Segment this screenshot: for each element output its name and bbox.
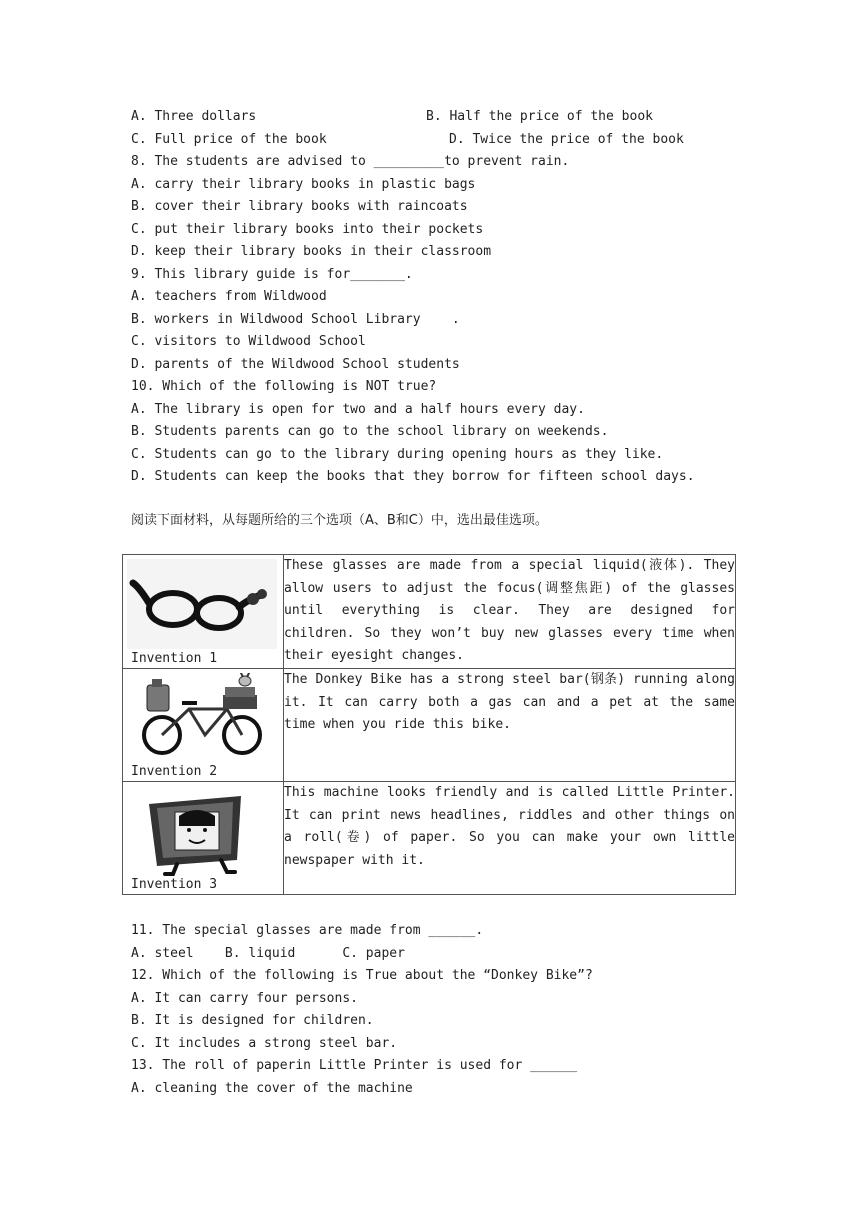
donkey-bike-icon [127, 673, 277, 765]
q7-option-d: D. Twice the price of the book [449, 132, 684, 147]
question-line: 9. This library guide is for_______. [131, 267, 413, 282]
question-line: C. put their library books into their pockets [131, 222, 484, 237]
invention-label: Invention 1 [131, 651, 218, 666]
q7-option-c: C. Full price of the book [131, 132, 327, 147]
question-line: B. cover their library books with raincoats [131, 199, 468, 214]
invention-description: These glasses are made from a special liquid(液体). They allow users to adjust the focus(调整焦距) of the glasses until everything is clear. They are designed for children. So they won’t buy new glasses every time when their eyesight changes. [284, 555, 736, 669]
q7-option-b: B. Half the price of the book [426, 109, 653, 124]
invention-label: Invention 3 [131, 877, 218, 892]
section-instruction: 阅读下面材料，从每题所给的三个选项（A、B和C）中，选出最佳选项。 [131, 513, 548, 528]
question-line: B. It is designed for children. [131, 1013, 374, 1028]
question-line: 8. The students are advised to _________to prevent rain. [131, 154, 570, 169]
question-line: D. Students can keep the books that they borrow for fifteen school days. [131, 469, 695, 484]
question-line: 11. The special glasses are made from ______. [131, 923, 484, 938]
question-line: A. It can carry four persons. [131, 991, 358, 1006]
question-line: 13. The roll of paperin Little Printer is used for ______ [131, 1058, 578, 1073]
question-line: C. Students can go to the library during opening hours as they like. [131, 447, 664, 462]
question-line: C. It includes a strong steel bar. [131, 1036, 398, 1051]
invention-row [123, 669, 736, 782]
question-line: B. workers in Wildwood School Library . [131, 312, 460, 327]
question-line: A. steel B. liquid C. paper [131, 946, 405, 961]
question-line: D. parents of the Wildwood School students [131, 357, 460, 372]
question-line: B. Students parents can go to the school library on weekends. [131, 424, 609, 439]
question-line: A. The library is open for two and a half hours every day. [131, 402, 585, 417]
invention-image-cell [123, 555, 284, 669]
question-line: D. keep their library books in their classroom [131, 244, 492, 259]
inventions-table [122, 554, 736, 895]
q7-option-a: A. Three dollars [131, 109, 257, 124]
invention-label: Invention 2 [131, 764, 218, 779]
little-printer-icon [127, 786, 277, 878]
invention-image-cell [123, 669, 284, 782]
question-line: A. cleaning the cover of the machine [131, 1081, 413, 1096]
invention-image-cell [123, 782, 284, 895]
invention-row [123, 555, 736, 669]
invention-description: The Donkey Bike has a strong steel bar(钢条) running along it. It can carry both a gas can and a pet at the same time when you ride this bike. [284, 669, 736, 782]
invention-description: This machine looks friendly and is called Little Printer. It can print news headlines, riddles and other things on a roll(卷) of paper. So you can make your own little newspaper with it. [284, 782, 736, 895]
question-line: A. teachers from Wildwood [131, 289, 327, 304]
question-line: C. visitors to Wildwood School [131, 334, 366, 349]
question-line: A. carry their library books in plastic bags [131, 177, 476, 192]
question-line: 10. Which of the following is NOT true? [131, 379, 437, 394]
question-line: 12. Which of the following is True about the “Donkey Bike”? [131, 968, 593, 983]
invention-row [123, 782, 736, 895]
glasses-icon [127, 559, 277, 649]
